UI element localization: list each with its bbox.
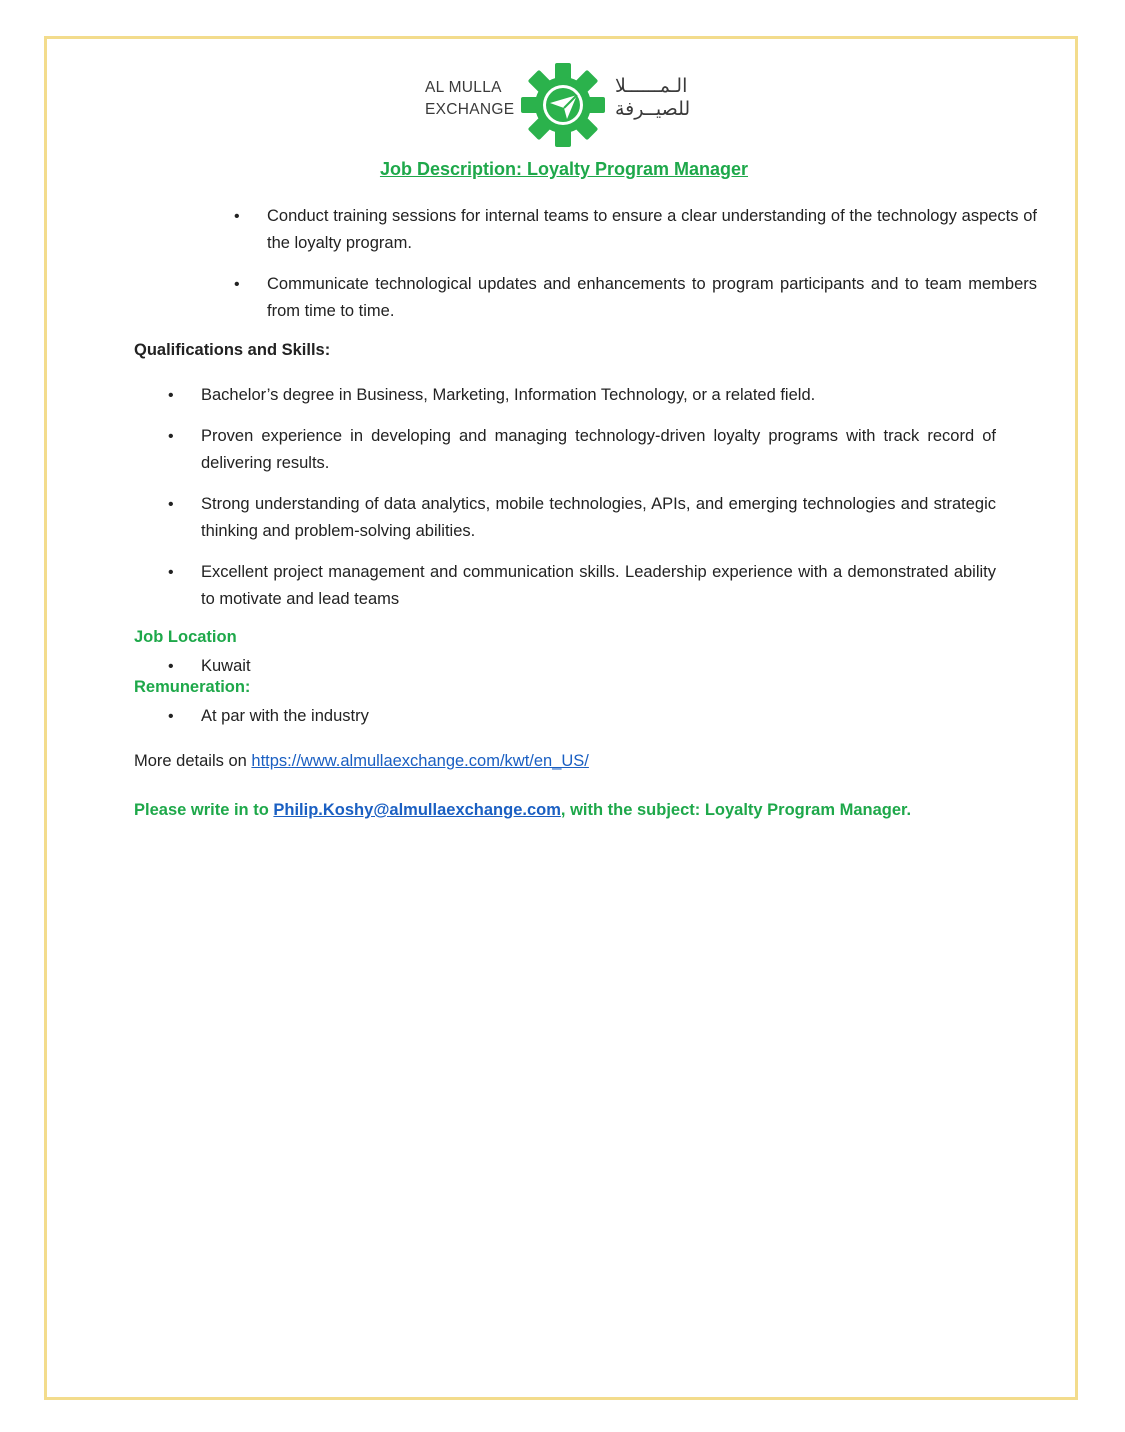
- logo-text-arabic: [615, 75, 710, 121]
- logo-ar-line-1: الـمــــــلا: [615, 75, 688, 97]
- logo-emblem-icon: [517, 59, 609, 151]
- contact-suffix: , with the subject: Loyalty Program Manager.: [560, 801, 912, 819]
- contact-prefix: Please write in to: [134, 801, 274, 819]
- remuneration-heading: Remuneration:: [134, 678, 251, 696]
- logo-line-2: EXCHANGE: [425, 101, 515, 118]
- document-page: [44, 36, 1078, 1400]
- list-item: • Strong understanding of data analytics, mobile technologies, APIs, and emerging technologies and strategic thinking and problem-solving abilities.: [201, 491, 996, 545]
- qualifications-heading: Qualifications and Skills:: [134, 341, 331, 359]
- responsibilities-list: [225, 203, 1037, 339]
- qualifications-list: [159, 382, 996, 627]
- more-details-prefix: More details on: [134, 752, 252, 770]
- list-item: • At par with the industry: [201, 703, 801, 730]
- list-item: • Communicate technological updates and enhancements to program participants and to team members from time to time.: [267, 271, 1037, 325]
- list-item: • Excellent project management and communication skills. Leadership experience with a demonstrated ability to motivate and lead teams: [201, 559, 996, 613]
- logo-text-english: [425, 77, 513, 121]
- document-title: Job Description: Loyalty Program Manager: [379, 159, 749, 179]
- job-location-list: [159, 653, 801, 680]
- logo-line-1: AL MULLA: [425, 79, 502, 96]
- contact-line: [134, 801, 911, 820]
- job-location-heading: Job Location: [134, 628, 237, 646]
- list-item: • Bachelor’s degree in Business, Marketing, Information Technology, or a related field.: [201, 382, 996, 409]
- remuneration-list: [159, 703, 801, 730]
- more-details-line: [134, 752, 589, 771]
- logo-ar-line-2: للصيــرفة: [615, 98, 691, 120]
- company-logo: [425, 59, 725, 151]
- list-item: • Kuwait: [201, 653, 801, 680]
- website-link[interactable]: https://www.almullaexchange.com/kwt/en_US/: [251, 752, 589, 770]
- email-link[interactable]: Philip.Koshy@almullaexchange.com: [273, 801, 561, 819]
- list-item: • Conduct training sessions for internal teams to ensure a clear understanding of the technology aspects of the loyalty program.: [267, 203, 1037, 257]
- list-item: • Proven experience in developing and managing technology-driven loyalty programs with track record of delivering results.: [201, 423, 996, 477]
